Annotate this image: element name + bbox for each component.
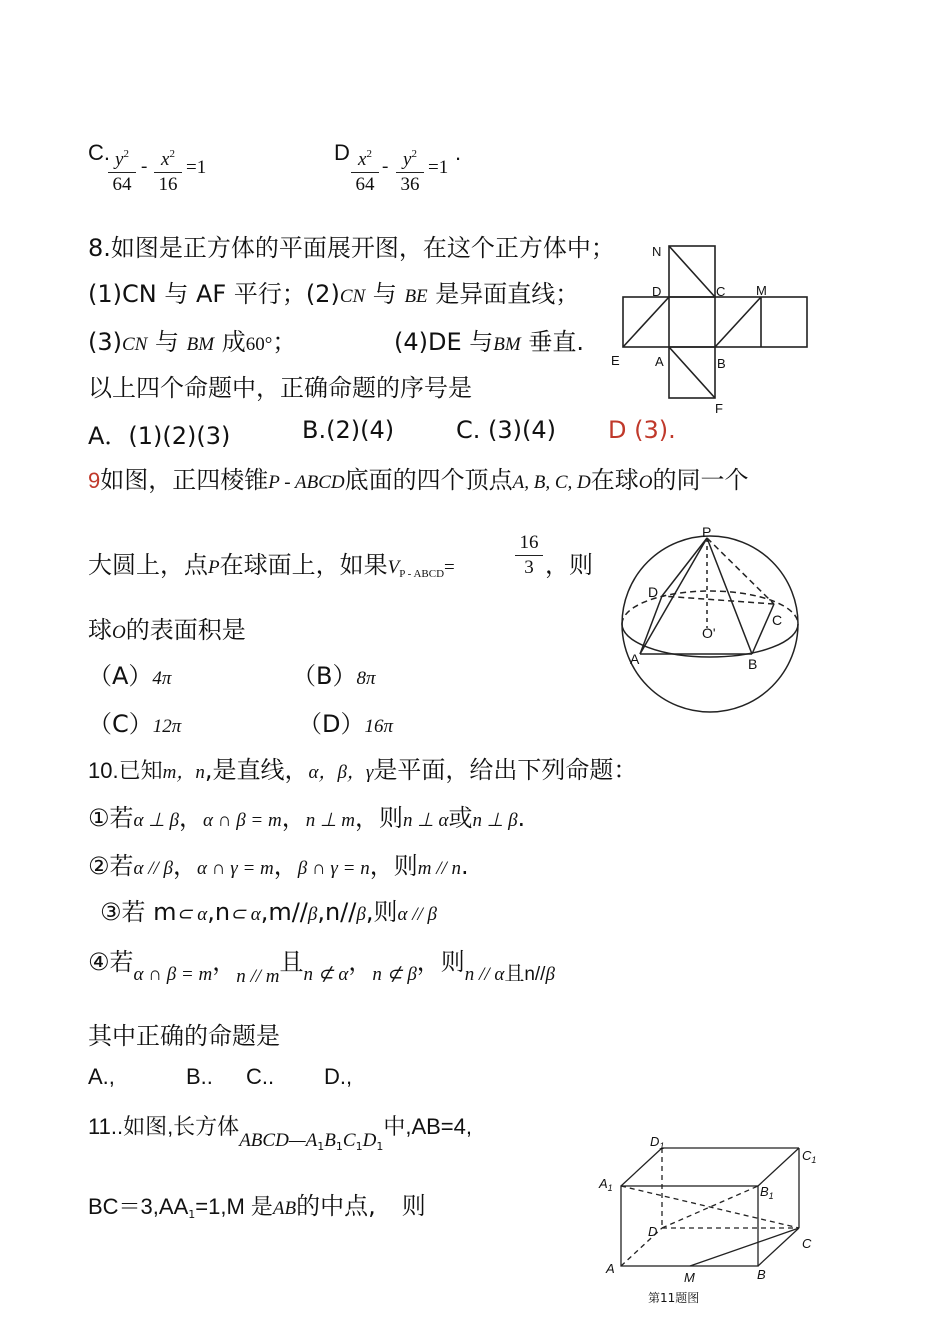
cuboid-label-b1: $B_1$ bbox=[760, 1184, 774, 1201]
sphere-label-c: C bbox=[772, 612, 783, 628]
q10-option-c: C.. bbox=[246, 1064, 275, 1089]
q9-volume-fraction: 16 3 bbox=[515, 532, 543, 579]
q7-d-fraction-2: $y^2$ 36 bbox=[396, 143, 424, 196]
q8-option-a: A．(1)(2)(3) bbox=[88, 422, 231, 450]
net-label-c: C bbox=[716, 284, 726, 299]
q7-option-c-label: C. bbox=[88, 140, 110, 165]
net-label-b: B bbox=[717, 356, 726, 371]
cuboid-caption: 第11题图 bbox=[648, 1291, 700, 1305]
q9-option-b: （B）8π bbox=[292, 662, 376, 690]
q7-d-period: . bbox=[455, 140, 462, 165]
q9-line-2b: ，则 bbox=[545, 551, 593, 579]
cuboid-label-b: B bbox=[757, 1267, 766, 1282]
q11-line-1: 11..如图,长方体$_{ABCD—A1B1C1D1}$中,AB=4, bbox=[88, 1114, 472, 1153]
q9-option-a: （A）4π bbox=[88, 662, 172, 690]
q9-line-2a: 大圆上，点P在球面上，如果$V_{P - ABCD}=$ bbox=[88, 551, 455, 580]
cuboid-label-c: C bbox=[802, 1236, 812, 1251]
q7-c-minus: - bbox=[141, 156, 148, 177]
q8-line-4: 以上四个命题中，正确命题的序号是 bbox=[88, 374, 472, 402]
cuboid-label-a1: $A_1$ bbox=[599, 1176, 613, 1193]
q7-c-fraction-1: $y^2$ 64 bbox=[108, 143, 136, 196]
q10-proposition-4: ④若$_{\alpha \cap \beta = m}$，$_{n // m}$且$_{n ⊄ \alpha}$，$_{n ⊄ \beta}$，则$_{n // \alpha 且n//\beta}$ bbox=[88, 948, 555, 987]
sphere-pyramid-figure bbox=[614, 524, 806, 716]
cuboid-label-a: A bbox=[606, 1261, 615, 1276]
q10-line-1: 10.已知m，n,是直线，α，β，γ是平面，给出下列命题： bbox=[88, 756, 638, 784]
net-label-e: E bbox=[611, 353, 620, 368]
q8-option-c: C. (3)(4) bbox=[456, 416, 557, 444]
q7-d-minus: - bbox=[382, 156, 389, 177]
cuboid-label-c1: $C_1$ bbox=[802, 1148, 817, 1165]
q10-proposition-3: ③若 m⊂ α,n⊂ α,m//β,n//β,则α // β bbox=[100, 898, 437, 926]
net-label-d: D bbox=[652, 284, 662, 299]
sphere-label-b: B bbox=[748, 656, 758, 672]
q8-option-d: D (3). bbox=[608, 416, 676, 444]
cuboid-label-d: D bbox=[648, 1224, 658, 1239]
q7-option-d-label: D bbox=[334, 140, 350, 165]
q9-option-c: （C）12π bbox=[88, 710, 182, 738]
q10-option-a: A., bbox=[88, 1064, 115, 1089]
sphere-label-a: A bbox=[630, 651, 640, 667]
q10-option-b: B.. bbox=[186, 1064, 213, 1089]
q11-line-2: $BC=3,AA_1=1,M$ 是AB的中点, 则 bbox=[88, 1192, 426, 1221]
net-label-n: N bbox=[652, 244, 662, 259]
cuboid-label-d1: $D_1$ bbox=[650, 1134, 665, 1151]
net-label-f: F bbox=[715, 401, 723, 416]
q9-line-3: 球O的表面积是 bbox=[88, 616, 246, 644]
q9-line-1: 9如图，正四棱锥P - ABCD底面的四个顶点A, B, C, D在球O的同一个 bbox=[88, 466, 749, 494]
q7-c-fraction-2: $x^2$ 16 bbox=[154, 143, 182, 196]
q7-c-equals: =1 bbox=[186, 157, 207, 178]
q10-option-d: D., bbox=[324, 1064, 353, 1089]
q9-option-d: （D）16π bbox=[298, 710, 394, 738]
sphere-label-p: P bbox=[702, 524, 712, 540]
q10-proposition-2: ②若α // β，α ∩ γ = m，β ∩ γ = n，则m // n. bbox=[88, 852, 469, 880]
q10-conclusion: 其中正确的命题是 bbox=[88, 1022, 280, 1050]
sphere-label-d: D bbox=[648, 584, 659, 600]
q8-line-3a: (3)CN 与 BM 成60°； bbox=[88, 328, 297, 356]
q10-proposition-1: ①若α ⊥ β，α ∩ β = m，n ⊥ m，则n ⊥ α或n ⊥ β. bbox=[88, 804, 526, 832]
cuboid-label-m: M bbox=[684, 1270, 695, 1285]
net-label-m: M bbox=[756, 283, 767, 298]
q8-option-b: B.(2)(4) bbox=[302, 416, 395, 444]
net-label-a: A bbox=[655, 354, 664, 369]
q7-d-fraction-1: $x^2$ 64 bbox=[351, 143, 379, 196]
q8-line-2: (1)CN 与 AF 平行；(2)CN 与 BE 是异面直线； bbox=[88, 280, 580, 308]
sphere-label-o: O' bbox=[702, 625, 716, 641]
cube-net-figure bbox=[600, 238, 820, 418]
q8-line-1: 8.如图是正方体的平面展开图，在这个正方体中； bbox=[88, 234, 615, 262]
q7-d-equals: =1 bbox=[428, 157, 449, 178]
q8-line-3b: (4)DE 与BM 垂直. bbox=[394, 328, 584, 356]
cuboid-figure bbox=[594, 1130, 830, 1310]
